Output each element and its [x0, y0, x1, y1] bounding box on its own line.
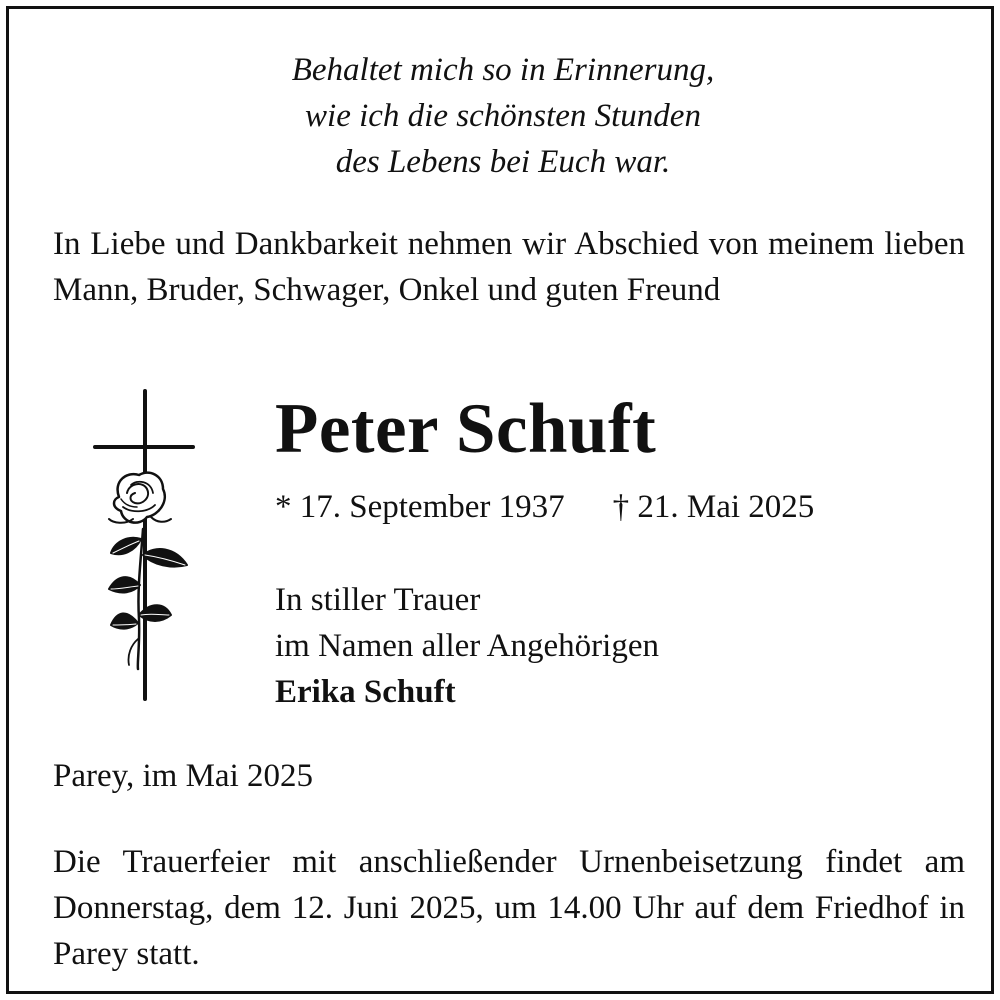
deceased-name: Peter Schuft	[275, 390, 657, 468]
intro-text: In Liebe und Dankbarkeit nehmen wir Abschied von meinem lieben Mann, Bruder, Schwager, Onkel und guten Freund	[53, 226, 965, 308]
mourner-name: Erika Schuft	[275, 674, 456, 710]
place-and-date: Parey, im Mai 2025	[53, 758, 313, 794]
motto-line-3: des Lebens bei Euch war.	[335, 144, 671, 180]
mourning-line-1: In stiller Trauer	[275, 582, 481, 618]
death-date: † 21. Mai 2025	[612, 489, 815, 525]
life-dates	[275, 485, 814, 529]
motto-verse	[9, 47, 997, 185]
notice-border	[6, 6, 994, 994]
mourning-line-2: im Namen aller Angehörigen	[275, 628, 659, 664]
motto-line-1: Behaltet mich so in Erinnerung,	[291, 52, 715, 88]
funeral-details: Die Trauerfeier mit anschließender Urnenbeisetzung findet am Donnerstag, dem 12. Juni 2025, um 14.00 Uhr auf dem Friedhof in Parey statt.	[53, 844, 965, 972]
cross-with-rose-icon	[91, 389, 197, 703]
mourning-block	[275, 577, 659, 715]
motto-line-2: wie ich die schönsten Stunden	[305, 98, 701, 134]
birth-date: * 17. September 1937	[275, 489, 565, 525]
